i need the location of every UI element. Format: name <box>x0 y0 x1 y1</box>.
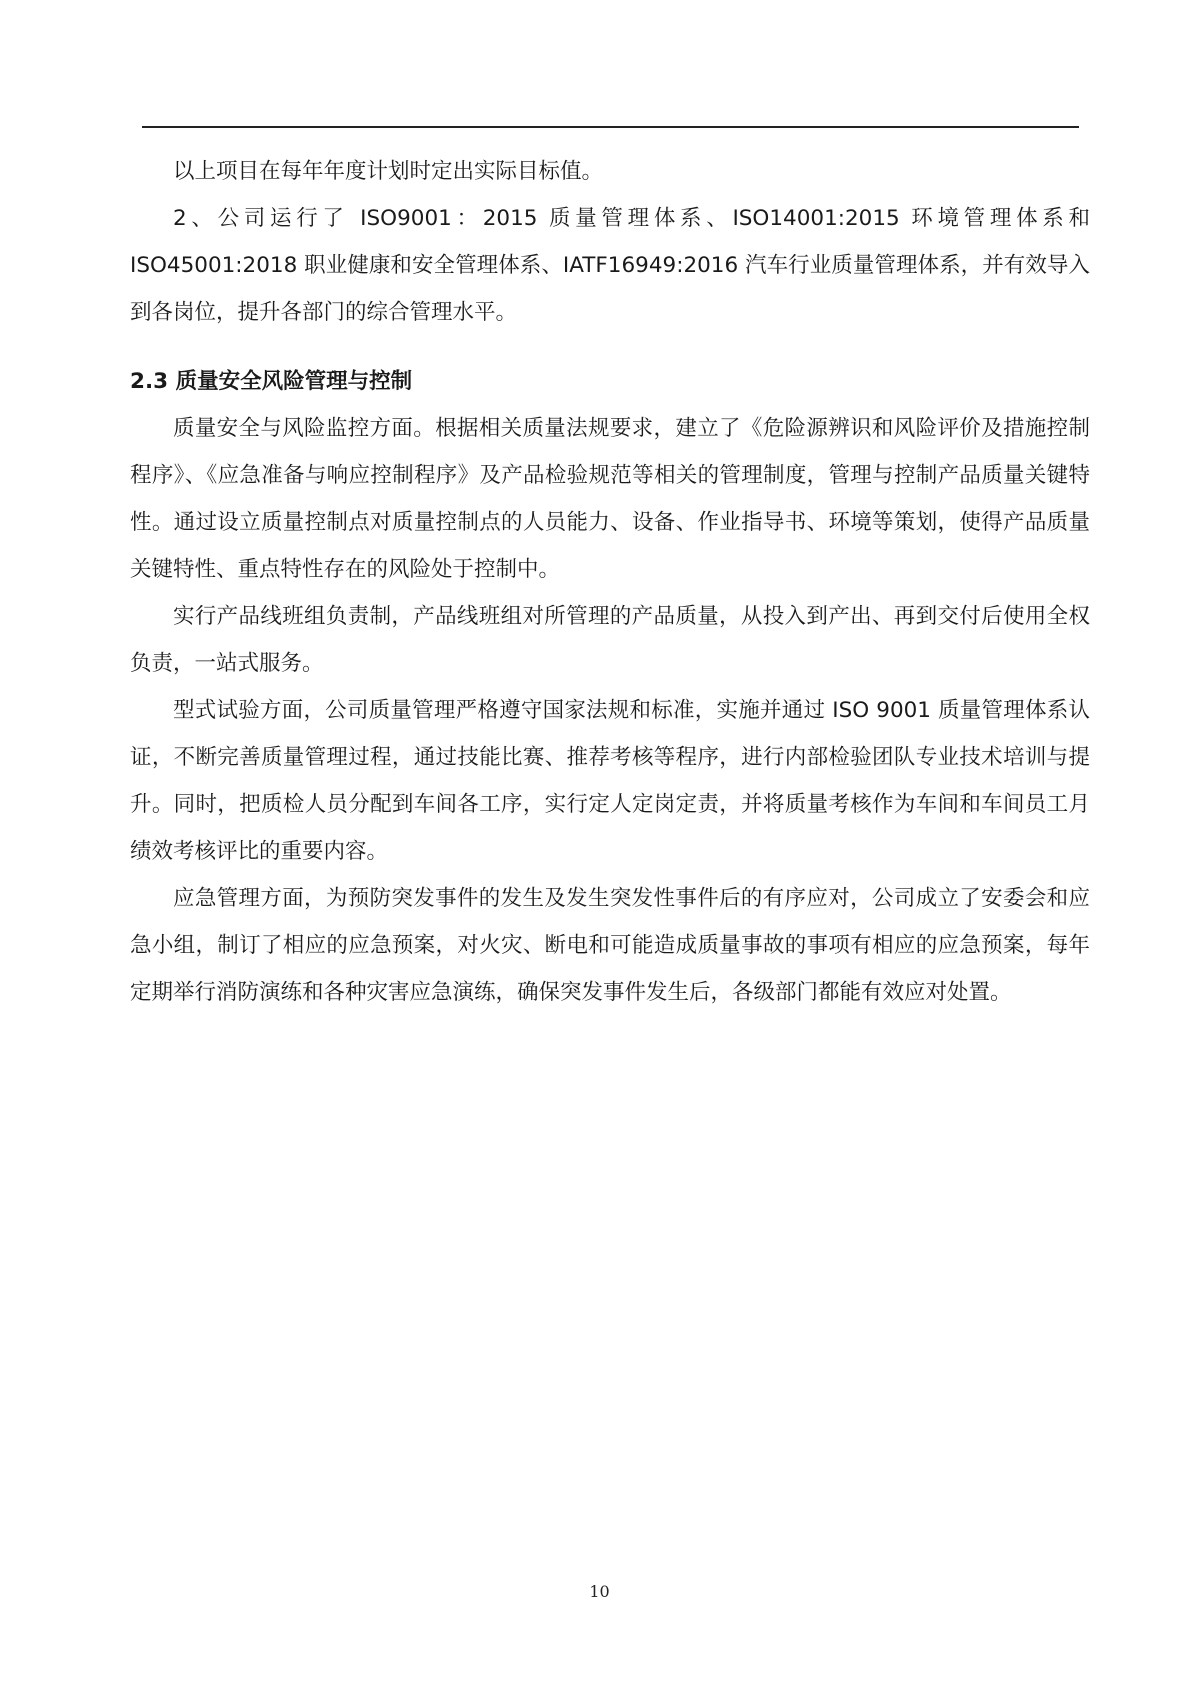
paragraph-emergency-management: 应急管理方面，为预防突发事件的发生及发生突发性事件后的有序应对，公司成立了安委会和应急小组，制订了相应的应急预案，对火灾、断电和可能造成质量事故的事项有相应的应急预案，每年定期举行消防演练和各种灾害应急演练，确保突发事件发生后，各级部门都能有效应对处置。 <box>130 886 1090 1005</box>
section-heading: 2.3 质量安全风险管理与控制 <box>130 369 413 394</box>
paragraph-type-testing: 型式试验方面，公司质量管理严格遵守国家法规和标准，实施并通过 ISO 9001 质量管理体系认证，不断完善质量管理过程，通过技能比赛、推荐考核等程序，进行内部检验团队专业技术培训与提升。同时，把质检人员分配到车间各工序，实行定人定岗定责，并将质量考核作为车间和车间员工月绩效考核评比的重要内容。 <box>130 698 1090 864</box>
page-number: 10 <box>589 1582 610 1601</box>
paragraph-risk-monitoring: 质量安全与风险监控方面。根据相关质量法规要求，建立了《危险源辨识和风险评价及措施控制程序》、《应急准备与响应控制程序》及产品检验规范等相关的管理制度，管理与控制产品质量关键特性。通过设立质量控制点对质量控制点的人员能力、设备、作业指导书、环境等策划，使得产品质量关键特性、重点特性存在的风险处于控制中。 <box>130 416 1090 582</box>
paragraph-management-systems: 2、公司运行了 ISO9001：2015 质量管理体系、ISO14001:2015 环境管理体系和 ISO45001:2018 职业健康和安全管理体系、IATF16949:2016 汽车行业质量管理体系，并有效导入到各岗位，提升各部门的综合管理水平。 <box>130 206 1090 325</box>
page-body <box>130 148 1090 1016</box>
paragraph-team-responsibility: 实行产品线班组负责制，产品线班组对所管理的产品质量，从投入到产出、再到交付后使用全权负责，一站式服务。 <box>130 604 1090 676</box>
paragraph-targets: 以上项目在每年年度计划时定出实际目标值。 <box>173 159 604 184</box>
header-rule <box>142 126 1079 128</box>
